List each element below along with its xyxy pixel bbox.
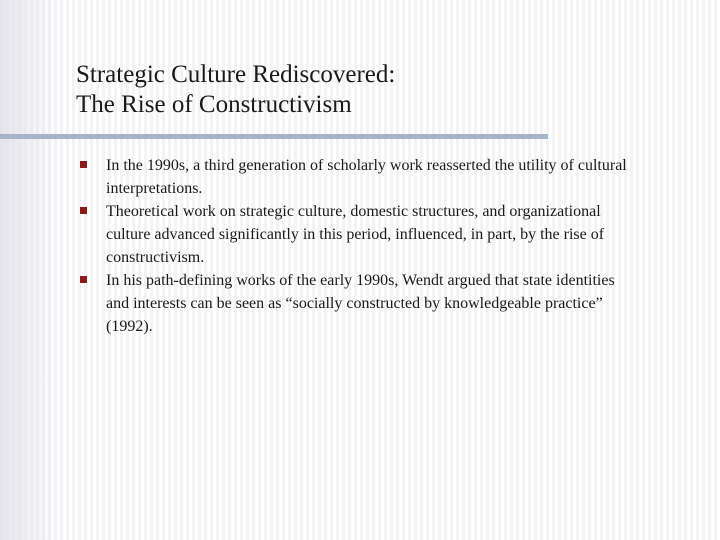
slide-title-line-1: Strategic Culture Rediscovered: <box>76 61 396 88</box>
square-bullet-icon <box>80 207 87 214</box>
bullet-text: In the 1990s, a third generation of scholarly work reasserted the utility of cultural interpretations. <box>106 157 627 197</box>
bullet-item <box>80 269 640 338</box>
bullet-text: In his path-defining works of the early 1990s, Wendt argued that state identities and interests can be seen as “socially constructed by knowledgeable practice” (1992). <box>106 272 615 335</box>
background-stripes <box>0 0 60 540</box>
bullet-item <box>80 200 640 269</box>
bullet-item <box>80 154 640 200</box>
bullet-text: Theoretical work on strategic culture, domestic structures, and organizational culture advanced significantly in this period, influenced, in part, by the rise of constructivism. <box>106 203 605 266</box>
square-bullet-icon <box>80 276 87 283</box>
slide-title-line-2: The Rise of Constructivism <box>76 91 352 118</box>
square-bullet-icon <box>80 161 87 168</box>
title-divider <box>0 134 548 139</box>
slide-title <box>76 60 676 120</box>
bullet-list <box>80 154 640 338</box>
